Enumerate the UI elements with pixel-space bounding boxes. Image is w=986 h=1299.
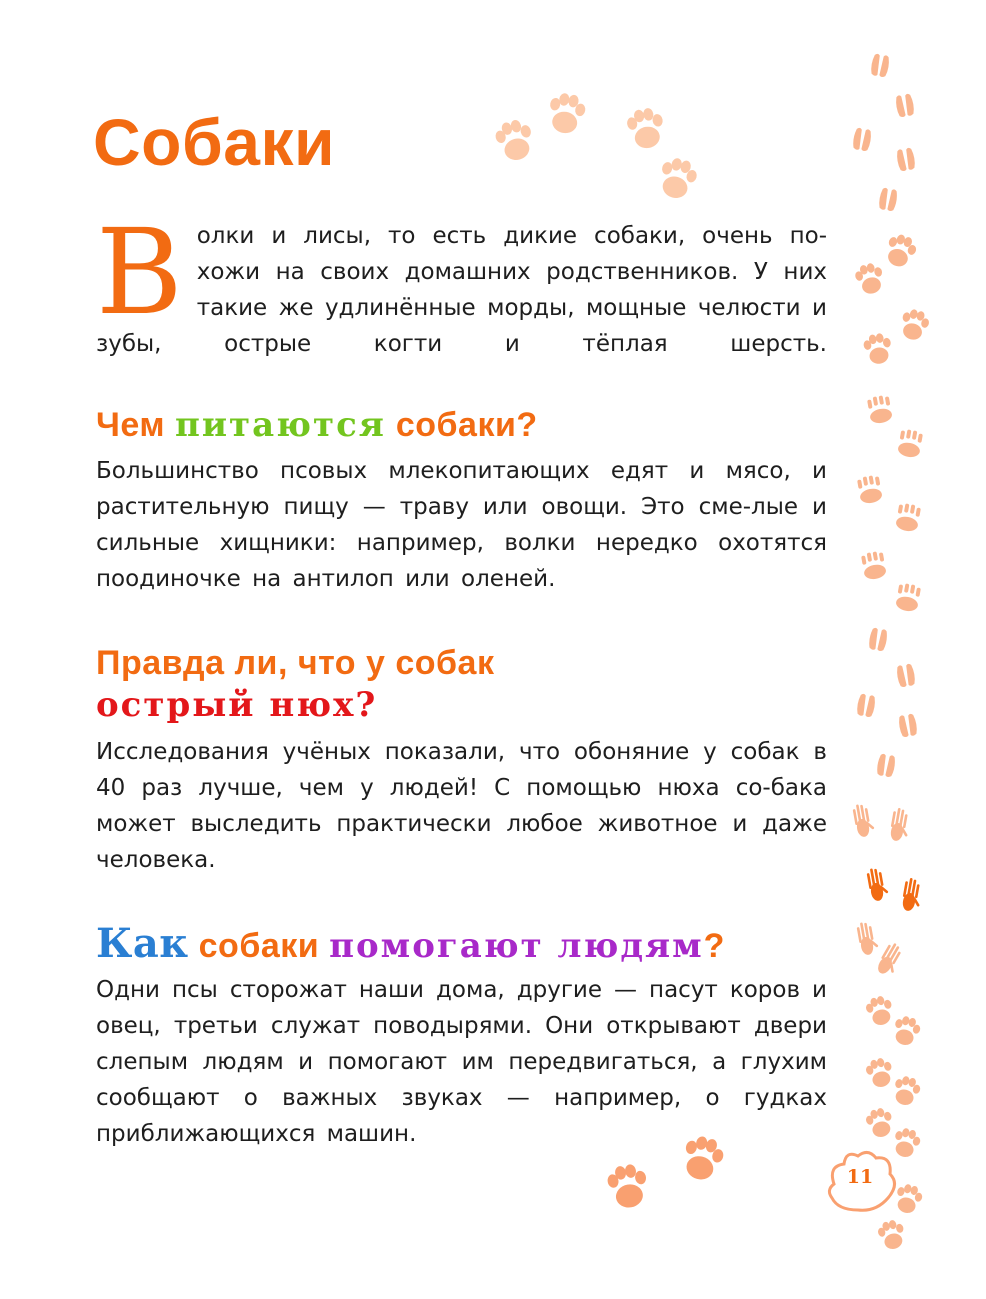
heading-part-highlight: Как xyxy=(96,920,189,967)
page-number-badge xyxy=(820,1144,900,1216)
section-heading-help xyxy=(96,920,725,967)
heading-part: ? xyxy=(703,927,725,965)
section-heading-diet xyxy=(96,404,538,446)
heading-part: собаки xyxy=(188,927,330,965)
intro-paragraph xyxy=(96,203,827,362)
drop-cap: В xyxy=(96,203,183,341)
heading-part: Правда ли, что у собак xyxy=(96,644,495,682)
heading-part-highlight: острый нюх? xyxy=(96,685,378,725)
section-heading-smell xyxy=(96,642,494,726)
section-text-help: Одни псы сторожат наши дома, другие — пасут коров и овец, третьи служат поводырями. Они открывают двери слепым людям и помогают им передвигаться, а глухим сообщают о важных звуках — например, о гудках приближающихся машин. xyxy=(96,977,827,1147)
section-text-diet: Большинство псовых млекопитающих едят и мясо, и растительную пищу — траву или овощи. Это сме-лые и сильные хищники: например, волки нередко охотятся поодиночке на антилоп или оленей. xyxy=(96,458,827,592)
heading-part-highlight: питаются xyxy=(174,405,386,445)
page-title: Собаки xyxy=(93,105,336,179)
section-text-smell: Исследования учёных показали, что обоняние у собак в 40 раз лучше, чем у людей! С помощью нюха со-бака может выследить практически любое животное и даже человека. xyxy=(96,739,827,873)
intro-text: олки и лисы, то есть дикие собаки, очень по-хожи на своих домашних родственников. У них такие же удлинённые морды, мощные челюсти и зубы, острые когти и тёплая шерсть. xyxy=(96,223,827,357)
heading-part: Чем xyxy=(96,406,175,444)
heading-part-highlight: помогают людям xyxy=(329,926,704,966)
page-number: 11 xyxy=(846,1166,874,1188)
heading-part: собаки? xyxy=(385,406,538,444)
